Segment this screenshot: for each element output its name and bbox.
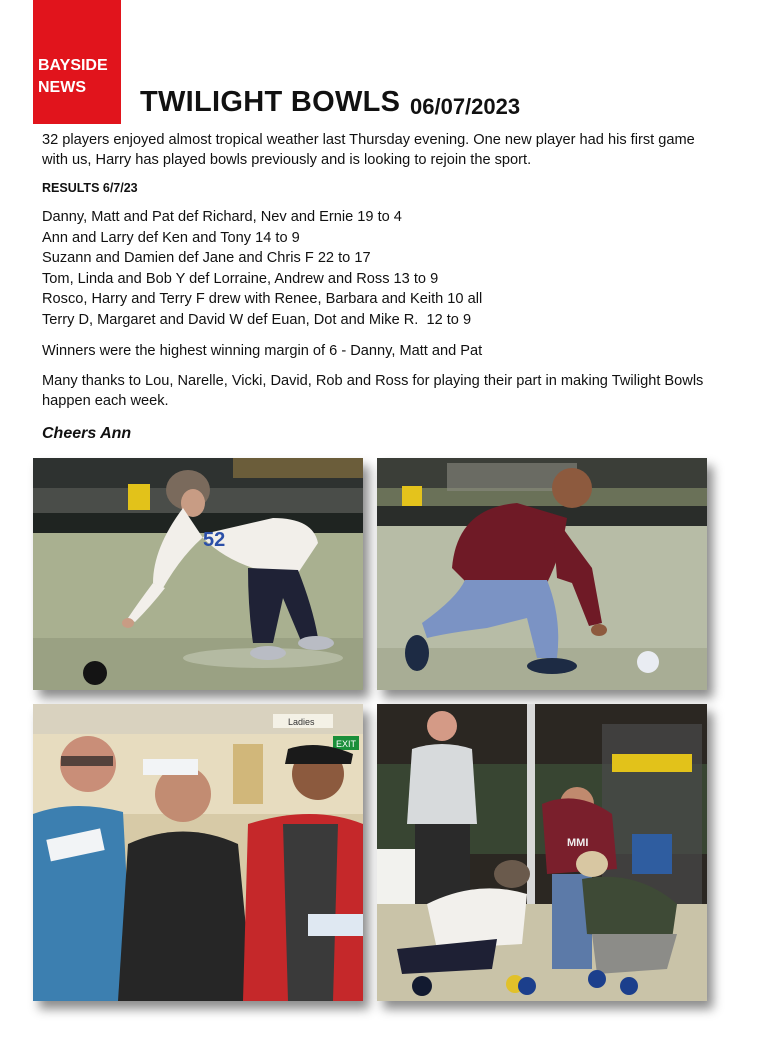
result-line: Rosco, Harry and Terry F drew with Renee, Barbara and Keith 10 all xyxy=(42,291,483,308)
signoff: Cheers Ann xyxy=(42,425,132,442)
shirt-logo: MMI xyxy=(567,837,589,849)
result-line: Danny, Matt and Pat def Richard, Nev and Ernie 19 to 4 xyxy=(42,209,402,225)
exit-sign: EXIT xyxy=(336,739,357,749)
result-line: Terry D, Margaret and David W def Euan, Dot and Mike R. 12 to 9 xyxy=(42,311,472,328)
photo-players-measuring xyxy=(377,704,707,1001)
results-heading: RESULTS 6/7/23 xyxy=(42,181,138,195)
page-title: TWILIGHT BOWLS xyxy=(140,86,401,118)
intro-paragraph: 32 players enjoyed almost tropical weather last Thursday evening. One new player had his first game with us, Harry has played bowls previously and is looking to rejoin the sport. xyxy=(42,132,695,168)
photo-winners-with-vouchers xyxy=(33,704,363,1001)
badge-line-2: NEWS xyxy=(38,79,86,96)
photo-woman-bowling xyxy=(33,458,363,690)
result-line: Tom, Linda and Bob Y def Lorraine, Andrew and Ross 13 to 9 xyxy=(42,270,439,287)
thanks-paragraph: Many thanks to Lou, Narelle, Vicki, David, Rob and Ross for playing their part in making Twilight Bowls happen each week. xyxy=(42,373,704,409)
badge-line-1: BAYSIDE xyxy=(38,57,108,74)
photo-man-bowling xyxy=(377,458,707,690)
page-date: 06/07/2023 xyxy=(410,94,521,119)
result-line: Suzann and Damien def Jane and Chris F 22 to 17 xyxy=(42,250,371,267)
ladies-sign: Ladies xyxy=(288,717,315,727)
bayside-news-badge xyxy=(33,0,121,124)
svg-text:52: 52 xyxy=(203,529,226,551)
results-list xyxy=(42,207,482,331)
result-line: Ann and Larry def Ken and Tony 14 to 9 xyxy=(42,229,300,246)
winners-paragraph: Winners were the highest winning margin of 6 - Danny, Matt and Pat xyxy=(42,343,483,359)
